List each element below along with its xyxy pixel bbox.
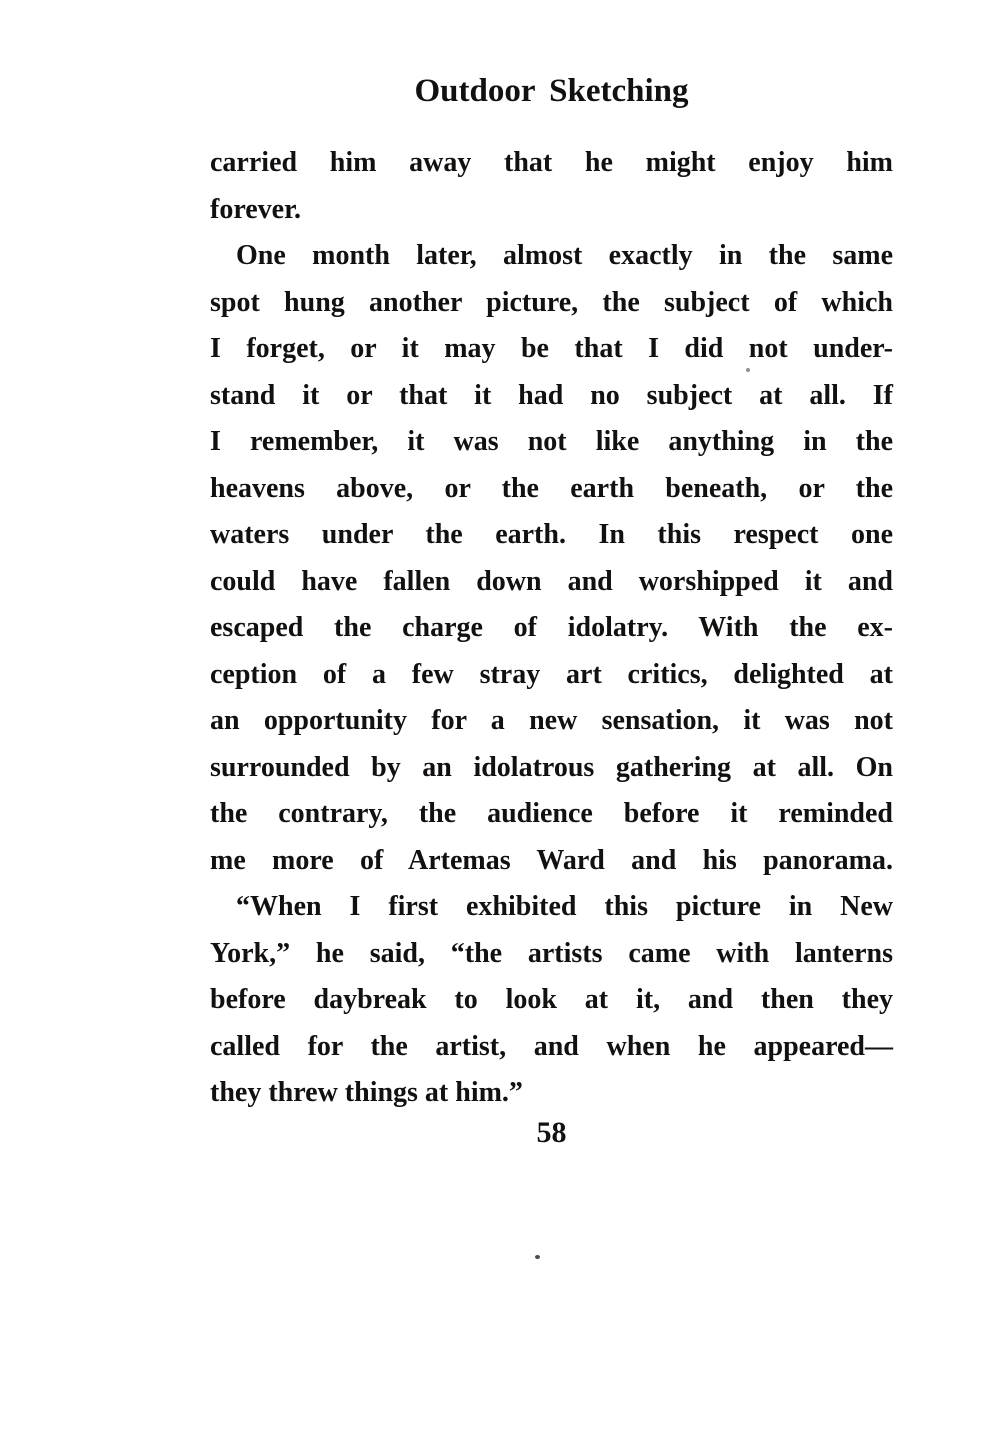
body-text-line: stand it or that it had no subject at all. If <box>210 379 893 411</box>
body-text-line: I remember, it was not like anything in the <box>210 426 893 457</box>
body-text-line: York,” he said, “the artists came with lanterns <box>210 937 893 969</box>
running-head-title: Outdoor Sketching <box>414 73 689 109</box>
body-text-line: “When I first exhibited this picture in New <box>236 891 893 922</box>
body-text-line: they threw things at him.” <box>210 1077 523 1108</box>
body-text-block <box>210 140 893 1117</box>
body-text-line: escaped the charge of idolatry. With the ex- <box>210 612 893 643</box>
body-text-line: ception of a few stray art critics, delighted at <box>210 658 893 690</box>
ink-speck-artifact <box>746 368 750 372</box>
body-text-line: could have fallen down and worshipped it and <box>210 565 893 597</box>
body-text-line: One month later, almost exactly in the same <box>236 240 893 271</box>
ink-speck-artifact <box>535 1255 540 1259</box>
body-text-line: heavens above, or the earth beneath, or the <box>210 472 893 504</box>
body-text-line: I forget, or it may be that I did not under- <box>210 333 893 364</box>
body-text-line: surrounded by an idolatrous gathering at all. On <box>210 751 893 783</box>
body-text-line: spot hung another picture, the subject of which <box>210 286 893 318</box>
body-text-line: an opportunity for a new sensation, it was not <box>210 705 893 736</box>
body-text-line: carried him away that he might enjoy him <box>210 147 893 178</box>
body-text-line: the contrary, the audience before it reminded <box>210 798 893 829</box>
body-text-line: before daybreak to look at it, and then they <box>210 984 893 1015</box>
page-number: 58 <box>536 1116 567 1149</box>
body-text-line: forever. <box>210 193 301 225</box>
body-text-line: waters under the earth. In this respect one <box>210 519 893 550</box>
body-text-line: called for the artist, and when he appeared— <box>210 1030 893 1062</box>
body-text-line: me more of Artemas Ward and his panorama. <box>210 844 893 876</box>
